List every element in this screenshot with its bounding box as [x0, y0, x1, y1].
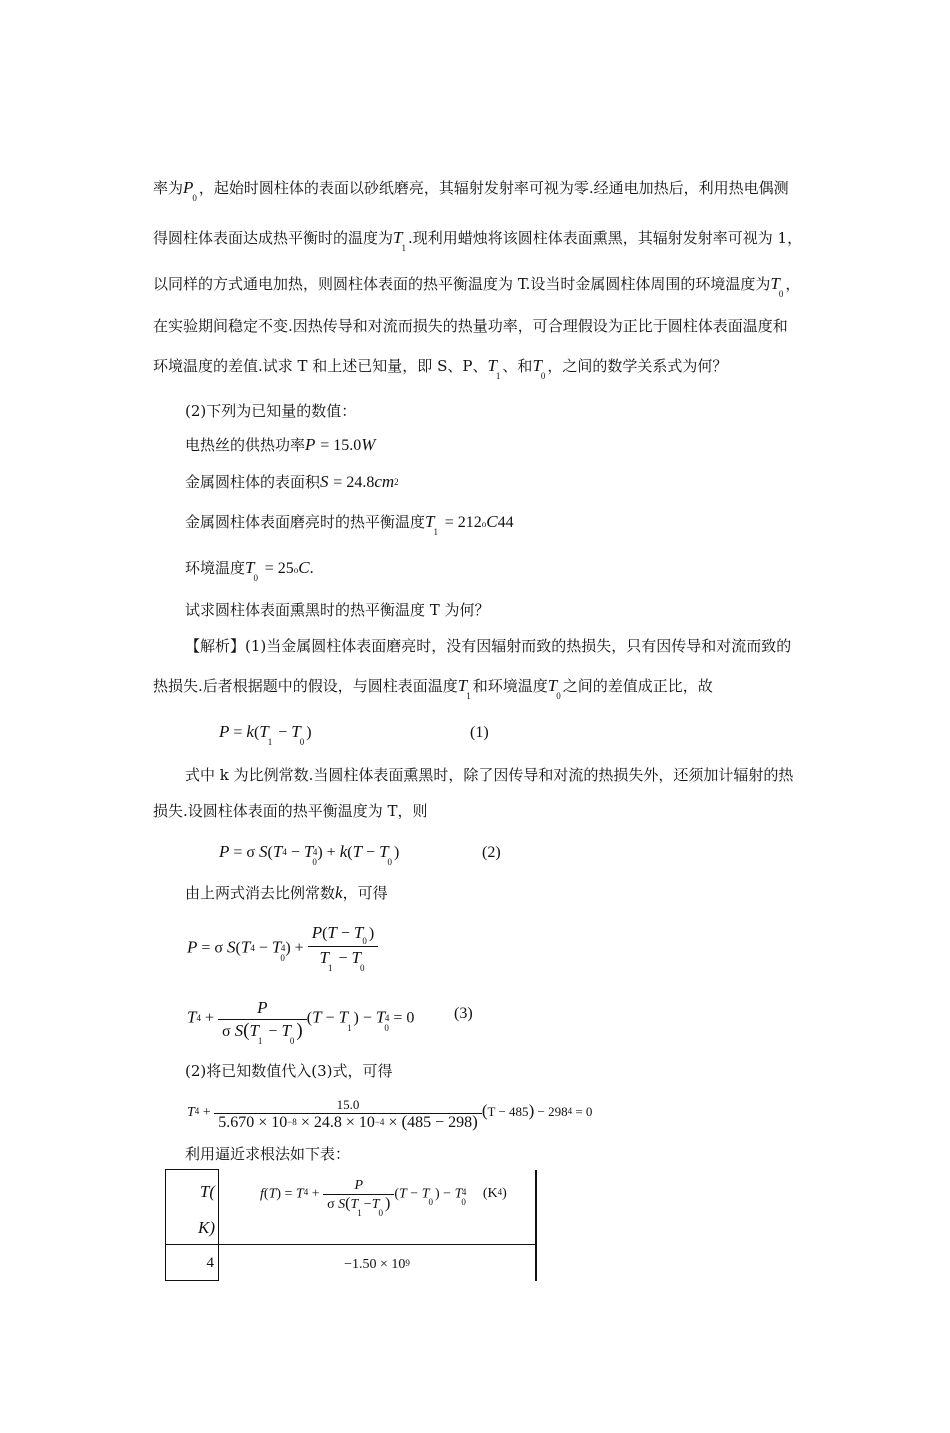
- equation-3-number: (3): [454, 1005, 473, 1022]
- unit: C: [298, 558, 310, 577]
- power-line: [185, 435, 375, 456]
- text: 环境温度: [185, 559, 246, 577]
- text: T(: [199, 1182, 215, 1201]
- table-cell-f: [219, 1244, 537, 1281]
- text: ×: [384, 1114, 402, 1131]
- text: 得圆柱体表面达成热平衡时的温度为: [153, 229, 394, 247]
- sub-1: 1: [433, 527, 438, 537]
- text: .: [309, 560, 314, 577]
- text: 试求圆柱体表面熏黑时的热平衡温度 T 为何？: [185, 601, 490, 619]
- text: 4: [206, 1255, 214, 1272]
- var-T: T: [457, 676, 468, 695]
- para-line-3: [153, 274, 801, 299]
- var-T: T: [547, 676, 558, 695]
- sub-0: 0: [540, 371, 546, 381]
- area-line: [185, 472, 399, 494]
- text: 环境温度的差值.试求 T 和上述已知量，即 S、P、: [153, 357, 488, 375]
- text: 率为: [153, 179, 184, 197]
- text: 由上两式消去比例常数: [185, 884, 336, 902]
- para-line-1: [153, 178, 789, 203]
- solution-line-6: [185, 1061, 393, 1081]
- text: 热损失.后者根据题中的假设，与圆柱表面温度: [153, 677, 458, 695]
- sub-0: 0: [778, 289, 784, 299]
- table-row: [166, 1244, 537, 1281]
- text: 损失.设圆柱体表面的热平衡温度为 T，则: [153, 802, 428, 820]
- exponent: 9: [405, 1257, 410, 1268]
- var-T: T: [393, 228, 403, 247]
- equation-2: P = σ $S(T4 - T_04) + k(T - T_0)$: [219, 842, 400, 867]
- equation-2-number: (2): [482, 844, 501, 861]
- text: K): [198, 1218, 215, 1237]
- text: (K: [482, 1186, 498, 1201]
- text: 485 − 298: [407, 1114, 473, 1131]
- solution-line-7: [185, 1144, 350, 1164]
- text: 以同样的方式通电加热，则圆柱体表面的热平衡温度为 T.设当时金属圆柱体周围的环境温度为: [153, 275, 771, 293]
- degree: o: [293, 565, 299, 575]
- var-k: k: [335, 883, 343, 902]
- text: ): [502, 1186, 507, 1201]
- sub-0: 0: [192, 193, 197, 203]
- text: ，可得: [342, 884, 388, 902]
- equation-1-number: (1): [470, 724, 489, 741]
- sub-1: 1: [401, 243, 406, 253]
- text: 金属圆柱体表面磨亮时的热平衡温度: [185, 513, 426, 531]
- text: ，起始时圆柱体的表面以砂纸磨亮，其辐射发射率可视为零.经通电加热后，利用热电偶测: [198, 179, 789, 197]
- text: T − 485: [487, 1104, 529, 1119]
- var-P: P: [305, 435, 316, 454]
- exponent: 4: [497, 1187, 503, 1197]
- exponent: −8: [287, 1117, 297, 1127]
- exponent: 2: [394, 477, 399, 487]
- para-line-4: [153, 316, 788, 336]
- solution-line-4: [153, 801, 428, 821]
- part2-title: [185, 401, 356, 421]
- t1-line: [185, 512, 514, 537]
- solution-line-1: [185, 636, 791, 656]
- unit: C: [486, 512, 498, 531]
- sub-1: 1: [495, 371, 501, 381]
- text: 金属圆柱体的表面积: [185, 473, 321, 491]
- text: − 298: [534, 1104, 568, 1119]
- value: = 24.8: [333, 474, 375, 491]
- text: × 24.8 × 10: [296, 1114, 375, 1131]
- value: = 212: [444, 514, 482, 531]
- text: 在实验期间稳定不变.因热传导和对流而损失的热量功率，可合理假设为正比于圆柱体表面温度和: [153, 317, 788, 335]
- solution-line-3: [185, 765, 793, 785]
- var-T: T: [487, 356, 497, 375]
- equation-eliminated: P = σ $S(T4 - T_04)$ + $\frac{P(T - T_0 )}{T_1 - T_0}$: [187, 924, 378, 973]
- root-table: [165, 1169, 537, 1281]
- text: ，: [785, 275, 801, 293]
- text: 之间的差值成正比，故: [562, 677, 713, 695]
- equation-3: T4 + $\frac{P}{\sigma S(T_1 - T_0 )}$ $(T - T_1) - T_04 = 0$: [187, 998, 415, 1046]
- text: 式中 k 为比例常数.当圆柱体表面熏黑时，除了因传导和对流的热损失外，还须加计辐射的热: [185, 766, 794, 784]
- text: 44: [497, 514, 514, 531]
- para-line-5: [153, 356, 728, 381]
- text: 利用逼近求根法如下表：: [185, 1145, 351, 1163]
- var-P: P: [183, 178, 194, 197]
- text: .现利用蜡烛将该圆柱体表面熏黑，其辐射发射率可视为 1，: [407, 229, 803, 247]
- text: ，之间的数学关系式为何？: [547, 357, 728, 375]
- value: = 15.0: [320, 437, 362, 454]
- sub-1: 1: [466, 691, 471, 701]
- eq4-numerator: 15.0: [336, 1097, 360, 1112]
- table-header-T: [166, 1170, 219, 1245]
- text: −1.50 × 10: [344, 1256, 406, 1272]
- var-S: S: [320, 472, 329, 491]
- var-T: T: [532, 356, 542, 375]
- t0-line: [185, 558, 314, 583]
- unit: W: [361, 435, 376, 454]
- text: 5.670 × 10: [218, 1114, 288, 1131]
- para-line-2: [153, 228, 803, 253]
- text: (2)下列为已知量的数值：: [185, 402, 357, 420]
- text: = 0: [572, 1104, 593, 1119]
- text: 和环境温度: [472, 677, 548, 695]
- table-header-row: [166, 1170, 537, 1245]
- text: 、和: [502, 357, 533, 375]
- table-header-f: f(T) = T4 + $\frac{P}{\sigma S(T_1-T_0)}$ $(T - T_0) - T_04$ (K4): [219, 1170, 537, 1245]
- sub-0: 0: [253, 573, 258, 583]
- solution-line-2: [153, 676, 713, 701]
- value: = 25: [264, 560, 294, 577]
- degree: o: [481, 519, 487, 529]
- var-T: T: [770, 274, 780, 293]
- text: 【解析】(1)当金属圆柱体表面磨亮时，没有因辐射而致的热损失，只有因传导和对流而致的: [185, 637, 792, 655]
- text: 电热丝的供热功率: [185, 436, 306, 454]
- sub-0: 0: [556, 691, 561, 701]
- text: (2)将已知数值代入(3)式，可得: [185, 1062, 393, 1080]
- exponent: −4: [374, 1117, 385, 1127]
- equation-1: $P = k(T_1 - T_0)$: [219, 722, 312, 747]
- question-line: [185, 600, 490, 620]
- unit: cm: [374, 472, 395, 491]
- var-T: T: [425, 512, 435, 531]
- var-T: T: [245, 558, 255, 577]
- solution-line-5: [185, 883, 388, 903]
- equation-numeric: T4 + $\frac{15.0}{5.670 \times 10-8 \times 24.8 \times 10-4 \times (485 - 298)}$ (T − 485) − 2984 = 0: [187, 1097, 593, 1131]
- table-cell-T: [166, 1244, 219, 1281]
